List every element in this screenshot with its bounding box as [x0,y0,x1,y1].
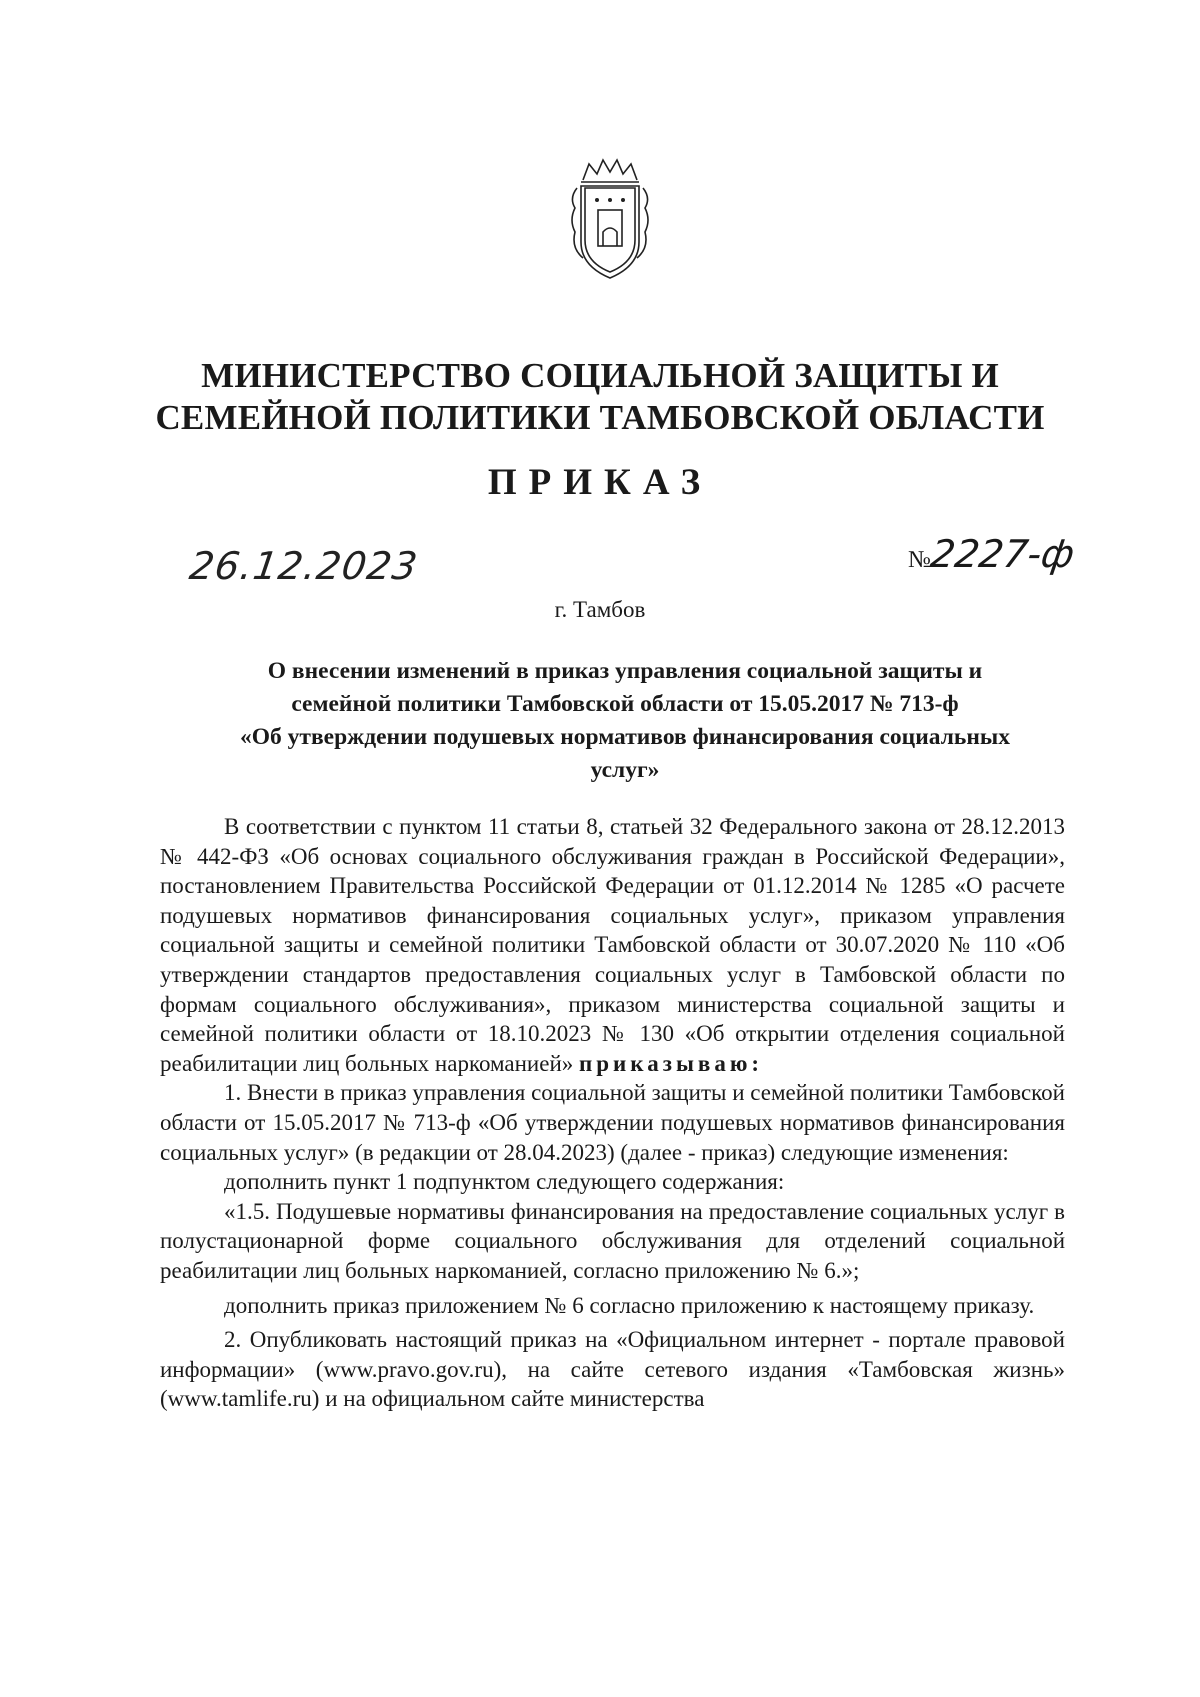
document-number [908,532,1077,576]
subject-line1: О внесении изменений в приказ управления социальной защиты и [267,658,983,684]
item-1-amendment-b: дополнить приказ приложением № 6 согласно приложению к настоящему приказу. [224,1292,1035,1318]
ministry-name-line1: МИНИСТЕРСТВО СОЦИАЛЬНОЙ ЗАЩИТЫ И [201,356,999,395]
item-2: 2. Опубликовать настоящий приказ на «Официальном интернет - портале правовой информации» (www.pravo.gov.ru), на сайте сетевого издания «Тамбовская жизнь» (www.tamlife.ru) и на официальном сайте министерства [160,1327,1065,1412]
coat-of-arms-icon [567,158,653,282]
item-1-amendment-a: дополнить пункт 1 подпунктом следующего содержания: [224,1169,785,1195]
subject-line4: услуг» [590,757,660,783]
number-sign: № [908,547,931,573]
city: г. Тамбов [554,597,646,622]
order-word: приказываю: [579,1050,764,1076]
document-type: ПРИКАЗ [487,462,713,503]
order-body [160,812,1065,1414]
order-subject [185,655,1065,787]
subject-line2: семейной политики Тамбовской области от 15.05.2017 № 713-ф [291,691,959,717]
preamble-text: В соответствии с пунктом 11 статьи 8, статьей 32 Федерального закона от 28.12.2013 № 442-ФЗ «Об основах социального обслуживания граждан в Российской Федерации», постановлением Правительства Российской Федерации от 01.12.2014 № 1285 «О расчете подушевых нормативов финансирования социальных услуг», приказом управления социальной защиты и семейной политики Тамбовской области от 30.07.2020 № 110 «Об утверждении стандартов предоставления социальных услуг в Тамбовской области по формам социального обслуживания», приказом министерства социальной защиты и семейной политики области от 18.10.2023 № 130 «Об открытии отделения социальной реабилитации лиц больных наркоманией» [160,814,1065,1076]
subject-line3: «Об утверждении подушевых нормативов финансирования социальных [240,724,1010,750]
item-1: 1. Внести в приказ управления социальной защиты и семейной политики Тамбовской области от 15.05.2017 № 713-ф «Об утверждении подушевых нормативов финансирования социальных услуг» (в редакции от 28.04.2023) (далее - приказ) следующие изменения: [160,1080,1065,1165]
ministry-name [0,355,1200,439]
handwritten-number: 2227-ф [927,532,1077,576]
preamble-paragraph [160,812,1065,1078]
ministry-name-line2: СЕМЕЙНОЙ ПОЛИТИКИ ТАМБОВСКОЙ ОБЛАСТИ [155,398,1045,437]
handwritten-date: 26.12.2023 [186,544,421,588]
item-1-quoted-subpoint: «1.5. Подушевые нормативы финансирования на предоставление социальных услуг в полустационарной форме социального обслуживания для отделений социальной реабилитации лиц больных наркоманией, согласно приложению № 6.»; [160,1198,1065,1283]
